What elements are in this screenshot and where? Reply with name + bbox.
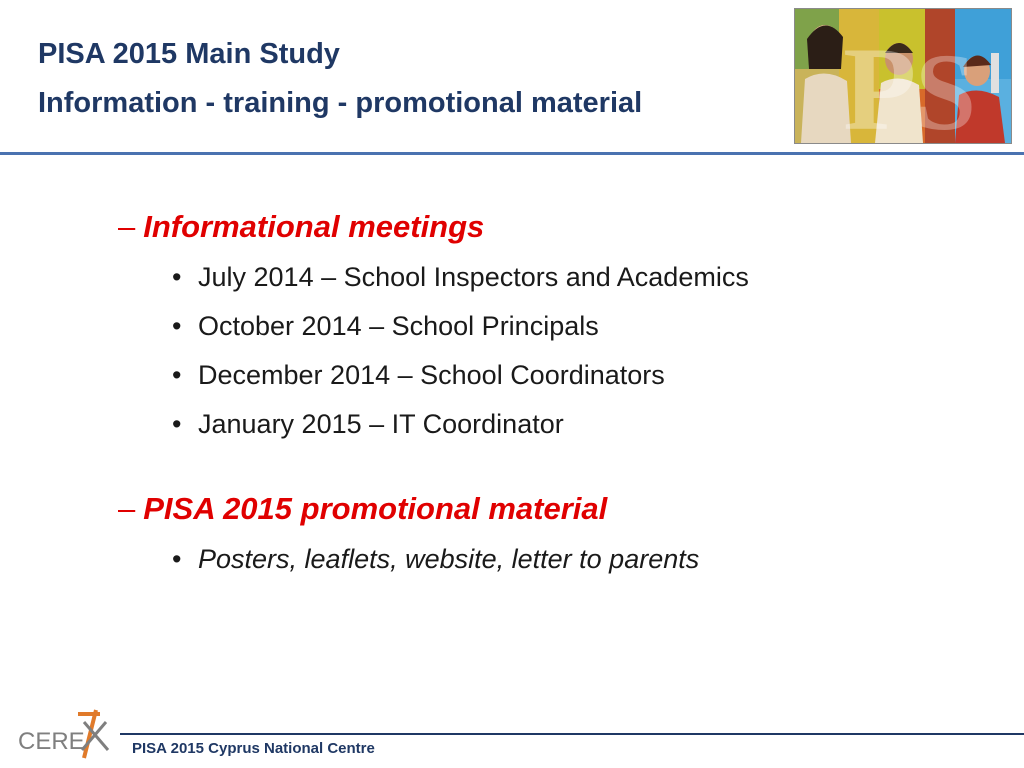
- bullet: •: [172, 544, 182, 574]
- section-heading: [118, 205, 978, 249]
- bullet: •: [172, 360, 182, 390]
- list-item: [170, 253, 978, 302]
- title-line-2: Information - training - promotional material: [38, 87, 643, 119]
- list-item: [170, 302, 978, 351]
- list-item: [170, 535, 978, 584]
- list-item: [170, 351, 978, 400]
- bullet: •: [172, 262, 182, 292]
- section-heading: [118, 487, 978, 531]
- title-line-1: PISA 2015 Main Study: [38, 38, 340, 70]
- slide-body: [118, 205, 978, 584]
- dash-marker: –: [118, 209, 136, 244]
- list-item-text: July 2014 – School Inspectors and Academics: [198, 262, 749, 292]
- list-item-text: December 2014 – School Coordinators: [198, 360, 665, 390]
- svg-text:S: S: [915, 31, 977, 143]
- cere-logo: [18, 706, 114, 762]
- header-photo-collage: [794, 8, 1012, 144]
- bullet: •: [172, 311, 182, 341]
- list-item-text: January 2015 – IT Coordinator: [198, 409, 564, 439]
- logo-wordmark: CERE: [18, 728, 85, 755]
- meeting-list: [118, 253, 978, 449]
- slide-title: [38, 30, 778, 128]
- section-informational-meetings: [118, 205, 978, 449]
- bullet: •: [172, 409, 182, 439]
- svg-text:P: P: [843, 22, 917, 143]
- promo-list: [118, 535, 978, 584]
- list-item-text: October 2014 – School Principals: [198, 311, 599, 341]
- section-promotional-material: [118, 487, 978, 584]
- list-item: [170, 400, 978, 449]
- dash-marker: –: [118, 491, 136, 526]
- header-divider: [0, 152, 1024, 155]
- section-heading-text: Informational meetings: [143, 209, 485, 244]
- footer-caption: PISA 2015 Cyprus National Centre: [132, 740, 375, 757]
- section-heading-text: PISA 2015 promotional material: [143, 491, 608, 526]
- list-item-text: Posters, leaflets, website, letter to parents: [198, 544, 700, 574]
- footer-divider: [120, 733, 1024, 735]
